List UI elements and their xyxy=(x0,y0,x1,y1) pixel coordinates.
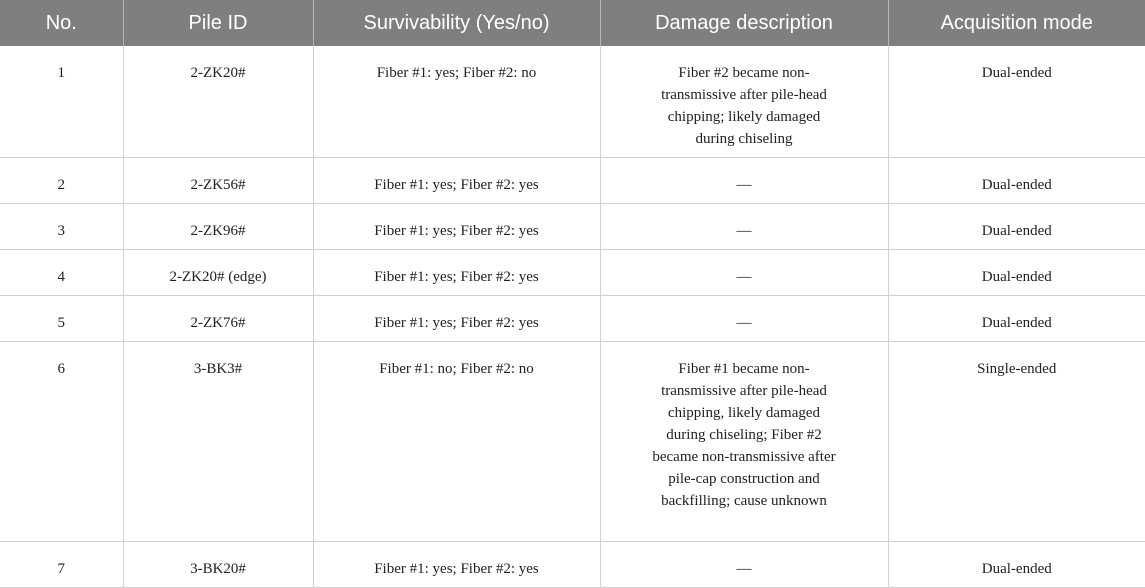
cell-pile-id: 3-BK3# xyxy=(123,342,313,542)
cell-pile-id: 2-ZK96# xyxy=(123,204,313,250)
table-row xyxy=(0,296,1145,342)
damage-text: — xyxy=(736,269,752,285)
cell-no: 2 xyxy=(0,158,123,204)
table-row xyxy=(0,342,1145,542)
cell-acquisition-mode: Dual-ended xyxy=(888,158,1145,204)
table-row xyxy=(0,46,1145,158)
cell-no: 3 xyxy=(0,204,123,250)
cell-survivability: Fiber #1: yes; Fiber #2: yes xyxy=(313,204,600,250)
cell-pile-id: 2-ZK20# xyxy=(123,46,313,158)
header-damage-description: Damage description xyxy=(600,0,888,46)
table-header xyxy=(0,0,1145,46)
table-row xyxy=(0,250,1145,296)
header-acquisition-mode: Acquisition mode xyxy=(888,0,1145,46)
cell-survivability: Fiber #1: yes; Fiber #2: yes xyxy=(313,250,600,296)
cell-no: 4 xyxy=(0,250,123,296)
damage-text: Fiber #2 became non-transmissive after pile-head chipping; likely damaged during chiseling xyxy=(661,65,827,147)
damage-text: — xyxy=(736,177,752,193)
cell-damage-description xyxy=(600,342,888,542)
header-row xyxy=(0,0,1145,46)
cell-acquisition-mode: Dual-ended xyxy=(888,46,1145,158)
cell-pile-id: 2-ZK20# (edge) xyxy=(123,250,313,296)
cell-pile-id: 2-ZK76# xyxy=(123,296,313,342)
cell-acquisition-mode: Dual-ended xyxy=(888,250,1145,296)
table-row xyxy=(0,204,1145,250)
table-row xyxy=(0,158,1145,204)
cell-no: 1 xyxy=(0,46,123,158)
cell-damage-description xyxy=(600,250,888,296)
cell-damage-description xyxy=(600,158,888,204)
cell-acquisition-mode: Dual-ended xyxy=(888,542,1145,588)
cell-damage-description xyxy=(600,46,888,158)
cell-damage-description xyxy=(600,204,888,250)
cell-acquisition-mode: Dual-ended xyxy=(888,296,1145,342)
cell-no: 6 xyxy=(0,342,123,542)
cell-survivability: Fiber #1: no; Fiber #2: no xyxy=(313,342,600,542)
table-row xyxy=(0,542,1145,588)
cell-survivability: Fiber #1: yes; Fiber #2: no xyxy=(313,46,600,158)
cell-acquisition-mode: Single-ended xyxy=(888,342,1145,542)
table-body xyxy=(0,46,1145,588)
cell-acquisition-mode: Dual-ended xyxy=(888,204,1145,250)
cell-pile-id: 2-ZK56# xyxy=(123,158,313,204)
cell-survivability: Fiber #1: yes; Fiber #2: yes xyxy=(313,296,600,342)
cell-damage-description xyxy=(600,296,888,342)
damage-text: — xyxy=(736,561,752,577)
header-survivability: Survivability (Yes/no) xyxy=(313,0,600,46)
damage-text: — xyxy=(736,315,752,331)
cell-no: 5 xyxy=(0,296,123,342)
damage-text: Fiber #1 became non-transmissive after pile-head chipping, likely damaged during chiseling; Fiber #2 became non-transmissive after pile-cap construction and backfilling; cause unknown xyxy=(652,361,836,509)
damage-text: — xyxy=(736,223,752,239)
cell-no: 7 xyxy=(0,542,123,588)
cell-survivability: Fiber #1: yes; Fiber #2: yes xyxy=(313,542,600,588)
cell-pile-id: 3-BK20# xyxy=(123,542,313,588)
header-no: No. xyxy=(0,0,123,46)
cell-damage-description xyxy=(600,542,888,588)
cell-survivability: Fiber #1: yes; Fiber #2: yes xyxy=(313,158,600,204)
header-pile-id: Pile ID xyxy=(123,0,313,46)
